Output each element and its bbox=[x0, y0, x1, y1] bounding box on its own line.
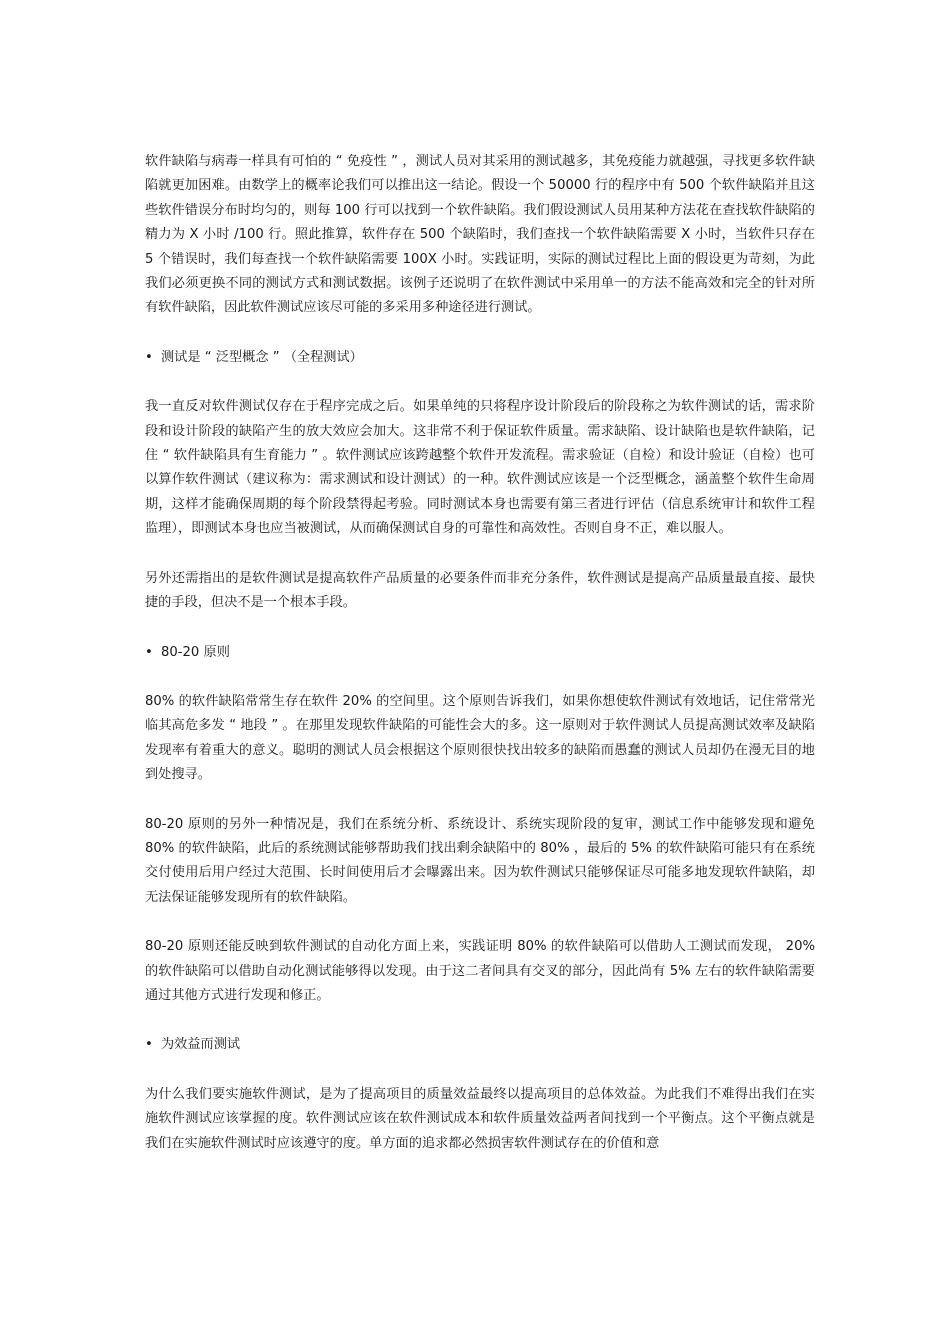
bullet-label: 测试是 “ 泛型概念 ” （全程测试） bbox=[161, 349, 363, 365]
bullet-label: 为效益而测试 bbox=[161, 1037, 241, 1053]
paragraph-80-20-phases: 80-20 原则的另外一种情况是，我们在系统分析、系统设计、系统实现阶段的复审，测试工作中能够发现和避免 80% 的软件缺陷，此后的系统测试能够帮助我们找出剩余缺陷中的 80% ，最后的 5% 的软件缺陷可能只有在系统交付使用后用户经过大范围、长时间使用后才会曝露出来。因为软件测试只能够保证尽可能多地发现软件缺陷，却无法保证能够发现所有的软件缺陷。 bbox=[145, 816, 815, 905]
paragraph-benefit: 为什么我们要实施软件测试，是为了提高项目的质量效益最终以提高项目的总体效益。为此我们不难得出我们在实施软件测试应该掌握的度。软件测试应该在软件测试成本和软件质量效益两者间找到一个平衡点。这个平衡点就是我们在实施软件测试时应该遵守的度。单方面的追求都必然损害软件测试存在的价值和意 bbox=[145, 1086, 815, 1151]
bullet-generic-concept bbox=[145, 346, 815, 370]
bullet-marker: • bbox=[145, 644, 153, 660]
paragraph-80-20-automation: 80-20 原则还能反映到软件测试的自动化方面上来，实践证明 80% 的软件缺陷可以借助人工测试而发现， 20% 的软件缺陷可以借助自动化测试能够得以发现。由于这二者间具有交叉的部分，因此尚有 5% 左右的软件缺陷需要通过其他方式进行发现和修正。 bbox=[145, 939, 815, 1003]
bullet-marker: • bbox=[145, 349, 153, 365]
paragraph-80-20-space: 80% 的软件缺陷常常生存在软件 20% 的空间里。这个原则告诉我们，如果你想使软件测试有效地话，记住常常光临其高危多发 “ 地段 ” 。在那里发现软件缺陷的可能性会大的多。这一原则对于软件测试人员提高测试效率及缺陷发现率有着重大的意义。聪明的测试人员会根据这个原则很快找出较多的缺陷而愚蠢的测试人员却仍在漫无目的地到处搜寻。 bbox=[145, 693, 815, 783]
document-page bbox=[145, 150, 815, 1181]
paragraph-full-lifecycle: 我一直反对软件测试仅存在于程序完成之后。如果单纯的只将程序设计阶段后的阶段称之为软件测试的话，需求阶段和设计阶段的缺陷产生的放大效应会加大。这非常不利于保证软件质量。需求缺陷、设计缺陷也是软件缺陷，记住 “ 软件缺陷具有生育能力 ” 。软件测试应该跨越整个软件开发流程。需求验证（自检）和设计验证（自检）也可以算作软件测试（建议称为：需求测试和设计测试）的一种。软件测试应该是一个泛型概念，涵盖整个软件生命周期，这样才能确保周期的每个阶段禁得起考验。同时测试本身也需要有第三者进行评估（信息系统审计和软件工程监理），即测试本身也应当被测试，从而确保测试自身的可靠性和高效性。否则自身不正，难以服人。 bbox=[145, 399, 815, 537]
bullet-label: 80-20 原则 bbox=[161, 644, 230, 660]
bullet-marker: • bbox=[145, 1037, 153, 1053]
paragraph-necessary-condition: 另外还需指出的是软件测试是提高软件产品质量的必要条件而非充分条件，软件测试是提高产品质量最直接、最快捷的手段，但决不是一个根本手段。 bbox=[145, 570, 815, 611]
bullet-80-20-rule bbox=[145, 641, 815, 665]
paragraph-immunity: 软件缺陷与病毒一样具有可怕的 “ 免疫性 ” ，测试人员对其采用的测试越多，其免疫能力就越强，寻找更多软件缺陷就更加困难。由数学上的概率论我们可以推出这一结论。假设一个 50000 行的程序中有 500 个软件缺陷并且这些软件错误分布时均匀的，则每 100 行可以找到一个软件缺陷。我们假设测试人员用某种方法花在查找软件缺陷的精力为 X 小时 /100 行。照此推算，软件存在 500 个缺陷时，我们查找一个软件缺陷需要 X 小时，当软件只存在 5 个错误时，我们每查找一个软件缺陷需要 100X 小时。实践证明，实际的测试过程比上面的假设更为苛刻，为此我们必须更换不同的测试方式和测试数据。该例子还说明了在软件测试中采用单一的方法不能高效和完全的针对所有软件缺陷，因此软件测试应该尽可能的多采用多种途径进行测试。 bbox=[145, 154, 815, 316]
bullet-test-for-benefit bbox=[145, 1033, 815, 1057]
